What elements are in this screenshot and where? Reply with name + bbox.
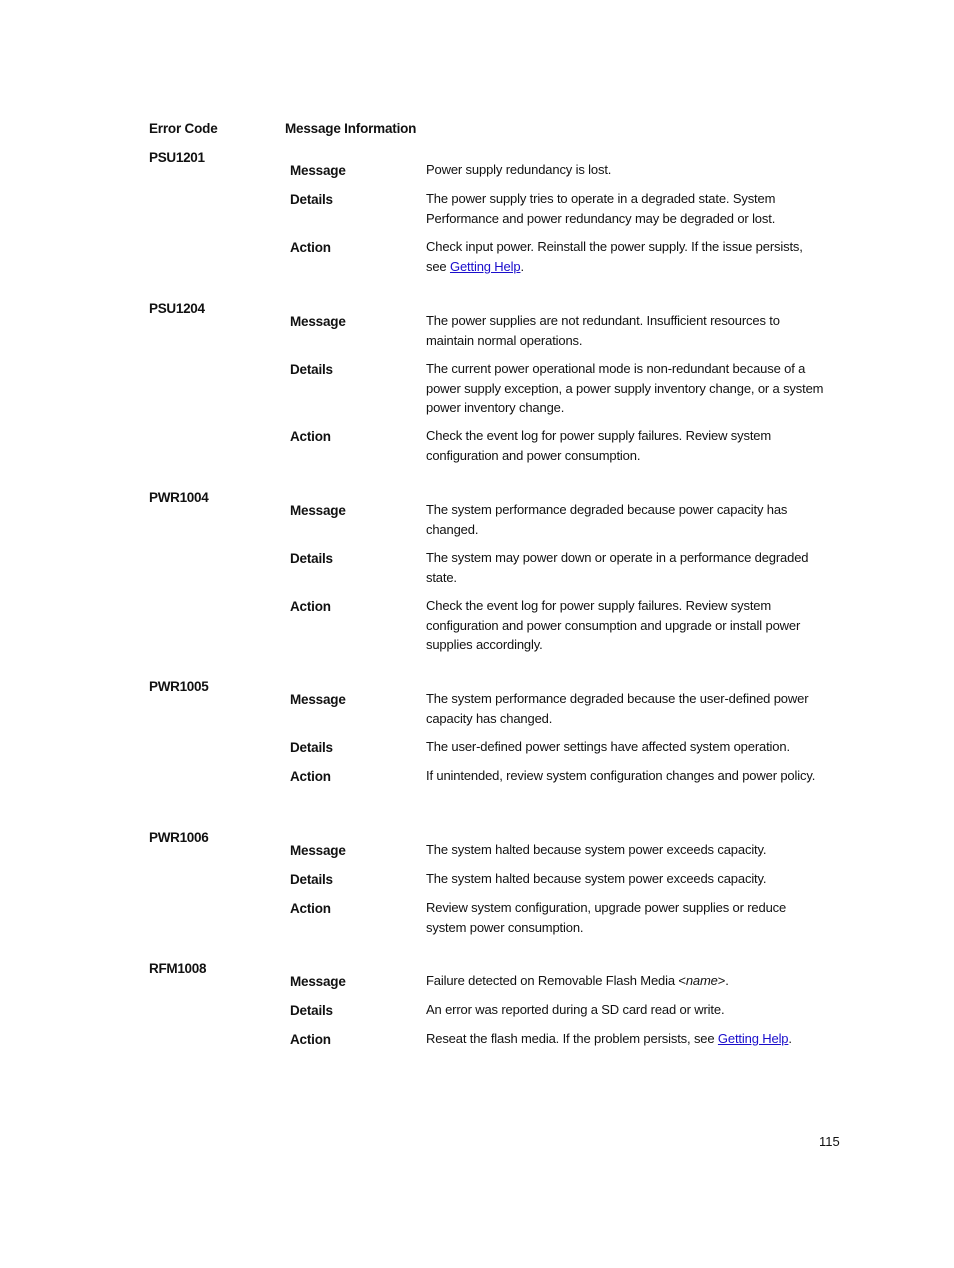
action-text: Check the event log for power supply failures. Review system configuration and power consumption.	[426, 428, 772, 463]
details-text: The system halted because system power exceeds capacity.	[426, 871, 767, 886]
getting-help-link[interactable]: Getting Help	[449, 258, 521, 274]
details-text: The system may power down or operate in a performance degraded state.	[426, 550, 809, 585]
name-placeholder: name	[685, 973, 718, 988]
error-code: PSU1201	[149, 150, 205, 165]
message-label: Message	[290, 163, 346, 178]
message-text: The system performance degraded because the user-defined power capacity has changed.	[426, 691, 809, 726]
details-label: Details	[290, 740, 333, 755]
message-label: Message	[290, 503, 346, 518]
column-header-error-code: Error Code	[149, 121, 218, 136]
details-text: The user-defined power settings have affected system operation.	[426, 739, 790, 754]
details-text: An error was reported during a SD card read or write.	[426, 1002, 725, 1017]
action-label: Action	[290, 240, 331, 255]
details-text: The current power operational mode is non-redundant because of a power supply exception, a power supply inventory change, or a system power inventory change.	[426, 361, 824, 416]
action-text: Reseat the flash media. If the problem persists, see Getting Help.	[426, 1031, 792, 1046]
error-code: PWR1004	[149, 490, 209, 505]
error-code: PWR1005	[149, 679, 209, 694]
action-label: Action	[290, 1032, 331, 1047]
message-label: Message	[290, 314, 346, 329]
error-code: RFM1008	[149, 961, 207, 976]
error-code: PWR1006	[149, 830, 209, 845]
action-text: If unintended, review system configuration changes and power policy.	[426, 768, 816, 783]
message-label: Message	[290, 974, 346, 989]
details-label: Details	[290, 872, 333, 887]
message-text: Failure detected on Removable Flash Media <name>.	[426, 973, 729, 988]
details-label: Details	[290, 192, 333, 207]
message-label: Message	[290, 692, 346, 707]
page-number: 115	[819, 1134, 840, 1149]
getting-help-link[interactable]: Getting Help	[717, 1031, 789, 1046]
message-text: The system halted because system power exceeds capacity.	[426, 842, 767, 857]
details-text: The power supply tries to operate in a degraded state. System Performance and power redundancy may be degraded or lost.	[426, 191, 776, 226]
error-code: PSU1204	[149, 301, 205, 316]
action-text: Check input power. Reinstall the power supply. If the issue persists, see Getting Help.	[426, 239, 803, 274]
action-label: Action	[290, 599, 331, 614]
action-label: Action	[290, 901, 331, 916]
details-label: Details	[290, 551, 333, 566]
details-label: Details	[290, 1003, 333, 1018]
action-label: Action	[290, 429, 331, 444]
details-label: Details	[290, 362, 333, 377]
message-label: Message	[290, 843, 346, 858]
action-label: Action	[290, 769, 331, 784]
message-text: Power supply redundancy is lost.	[426, 162, 612, 177]
column-header-message-information: Message Information	[285, 121, 417, 136]
message-text: The power supplies are not redundant. Insufficient resources to maintain normal operations.	[426, 313, 780, 348]
message-text: The system performance degraded because power capacity has changed.	[426, 502, 788, 537]
action-text: Check the event log for power supply failures. Review system configuration and power consumption and upgrade or install power supplies accordingly.	[426, 598, 801, 653]
action-text: Review system configuration, upgrade power supplies or reduce system power consumption.	[426, 900, 787, 935]
